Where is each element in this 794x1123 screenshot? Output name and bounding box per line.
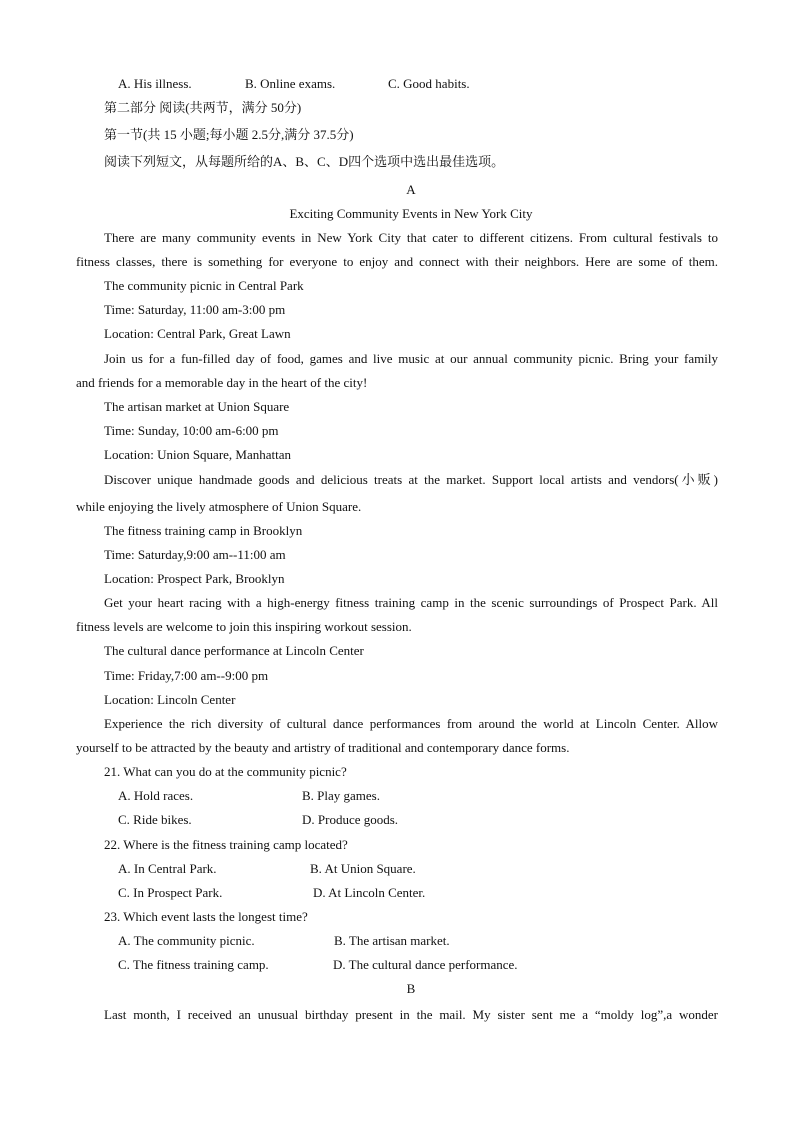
event-description-line-1: Get your heart racing with a high-energy fitness training camp in the scenic surroundings of Prospect Park. All [104,595,718,610]
passage-b-letter: B [406,981,416,996]
event-description-line-1: Experience the rich diversity of cultural dance performances from around the world at Lincoln Center. Allow [104,716,718,731]
instructions: 阅读下列短文，从每题所给的A、B、C、D四个选项中选出最佳选项。 [104,154,505,169]
question-options-row [118,956,718,974]
question-options-row [118,787,718,805]
option-c: C. Ride bikes. [118,812,192,827]
section1-heading: 第一节(共 15 小题;每小题 2.5分,满分 37.5分) [104,127,354,142]
intro-line-2: fitness classes, there is something for everyone to enjoy and connect with their neighbors. Here are some of them. [76,254,718,269]
event-description-line-2: while enjoying the lively atmosphere of Union Square. [76,499,362,514]
option-d: D. The cultural dance performance. [333,957,518,972]
event-description-line-2: and friends for a memorable day in the heart of the city! [76,375,368,390]
event-location: Location: Prospect Park, Brooklyn [104,571,285,586]
event-name: The cultural dance performance at Lincoln Center [104,643,364,658]
option-b: B. The artisan market. [334,933,450,948]
intro-line-1: There are many community events in New York City that cater to different citizens. From cultural festivals to [104,230,718,245]
event-location: Location: Central Park, Great Lawn [104,326,291,341]
option-d: D. At Lincoln Center. [313,885,426,900]
option-b: B. At Union Square. [310,861,416,876]
event-description-line-1: Join us for a fun-filled day of food, games and live music at our annual community picnic. Bring your family [104,351,718,366]
question-options-row [118,884,718,902]
option-a: A. The community picnic. [118,933,255,948]
option-c: C. In Prospect Park. [118,885,223,900]
passage-a-title: Exciting Community Events in New York City [289,206,533,221]
event-name: The fitness training camp in Brooklyn [104,523,303,538]
event-time: Time: Friday,7:00 am--9:00 pm [104,668,269,683]
event-time: Time: Sunday, 10:00 am-6:00 pm [104,423,279,438]
option-c: C. Good habits. [388,76,470,91]
option-d: D. Produce goods. [302,812,399,827]
question-stem: 21. What can you do at the community picnic? [104,764,347,779]
event-time: Time: Saturday,9:00 am--11:00 am [104,547,286,562]
previous-question-options [118,75,718,93]
option-b: B. Play games. [302,788,380,803]
option-a: A. Hold races. [118,788,194,803]
event-description-line-2: fitness levels are welcome to join this inspiring workout session. [76,619,412,634]
question-stem: 23. Which event lasts the longest time? [104,909,308,924]
event-location: Location: Lincoln Center [104,692,236,707]
passage-b-first-line: Last month, I received an unusual birthday present in the mail. My sister sent me a “moldy log”,a wonder [104,1007,718,1022]
question-options-row [118,932,718,950]
event-name: The artisan market at Union Square [104,399,290,414]
question-options-row [118,860,718,878]
option-a: A. His illness. [118,76,192,91]
event-time: Time: Saturday, 11:00 am-3:00 pm [104,302,286,317]
question-options-row [118,811,718,829]
passage-a-letter: A [406,182,416,197]
event-location: Location: Union Square, Manhattan [104,447,292,462]
event-name: The community picnic in Central Park [104,278,304,293]
option-b: B. Online exams. [245,76,336,91]
option-c: C. The fitness training camp. [118,957,269,972]
event-description-line-2: yourself to be attracted by the beauty and artistry of traditional and contemporary dance forms. [76,740,570,755]
event-description-line-1: Discover unique handmade goods and delicious treats at the market. Support local artists and vendors(小贩) [104,472,718,487]
option-a: A. In Central Park. [118,861,217,876]
part2-heading: 第二部分 阅读(共两节，满分 50分) [104,100,302,115]
question-stem: 22. Where is the fitness training camp located? [104,837,348,852]
